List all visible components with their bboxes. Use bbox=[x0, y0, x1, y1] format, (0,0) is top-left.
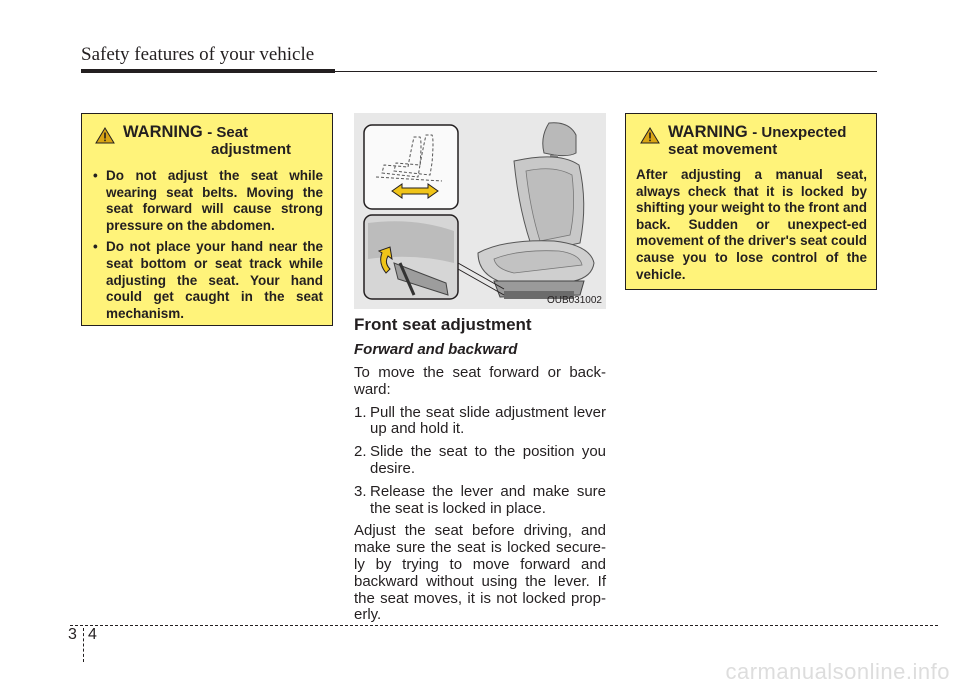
step-text: Slide the seat to the position you desire. bbox=[370, 443, 606, 477]
warning-heading bbox=[636, 124, 867, 158]
steps-list bbox=[354, 405, 606, 518]
step-number: 3. bbox=[354, 482, 367, 500]
watermark: carmanualsonline.info bbox=[725, 659, 950, 684]
step-number: 2. bbox=[354, 443, 367, 461]
warning-subtitle-1: - Seat bbox=[207, 124, 249, 141]
seat-adjustment-figure bbox=[354, 113, 606, 309]
footer-rule bbox=[70, 625, 938, 626]
front-seat-section bbox=[354, 315, 606, 624]
chapter-number: 3 bbox=[68, 626, 77, 643]
section-subtitle: Forward and backward bbox=[354, 341, 518, 358]
section-closing: Adjust the seat before driving, and make sure the seat is locked secure-ly by trying to move forward and backward without using the lever. If the seat moves, it is not locked prop-erly. bbox=[354, 522, 606, 624]
page-number: 4 bbox=[88, 626, 97, 643]
step-text: Release the lever and make sure the seat is locked in place. bbox=[370, 482, 606, 517]
seat-slide-inset bbox=[364, 125, 458, 209]
step-item bbox=[354, 484, 606, 518]
warning-subtitle-2: adjustment bbox=[211, 141, 292, 158]
step-item bbox=[354, 405, 606, 439]
header-rule-thin bbox=[335, 71, 877, 72]
warning-box-unexpected-movement bbox=[625, 113, 877, 290]
step-item bbox=[354, 444, 606, 478]
figure-code: OUB031002 bbox=[546, 295, 602, 306]
warning-label: WARNING bbox=[668, 123, 748, 141]
warning-bullet: • Do not adjust the seat while wearing seat belts. Moving the seat forward will cause strong pressure on the abdomen. bbox=[91, 168, 323, 234]
page-header-title: Safety features of your vehicle bbox=[81, 44, 315, 65]
warning-label: WARNING bbox=[123, 123, 203, 141]
lever-inset bbox=[364, 215, 458, 299]
warning-bullets bbox=[91, 168, 323, 322]
warning-heading bbox=[91, 124, 323, 158]
section-title: Front seat adjustment bbox=[354, 315, 532, 334]
warning-subtitle-2: seat movement bbox=[668, 141, 778, 158]
warning-bullet: • Do not place your hand near the seat bottom or seat track while adjusting the seat. Your hand could get caught in the seat mechanism. bbox=[91, 239, 323, 322]
warning-triangle-icon bbox=[95, 127, 115, 144]
warning-box-seat-adjustment bbox=[81, 113, 333, 326]
header-rule bbox=[81, 69, 335, 73]
seat-icon bbox=[478, 123, 594, 299]
step-number: 1. bbox=[354, 403, 367, 421]
warning-subtitle-1: - Unexpected bbox=[752, 124, 847, 141]
footer-divider bbox=[83, 628, 84, 662]
step-text: Pull the seat slide adjustment lever up and hold it. bbox=[370, 403, 606, 438]
warning-triangle-icon bbox=[640, 127, 660, 144]
warning-body: After adjusting a manual seat, always check that it is locked by shifting your weight to the front and back. Sudden or unexpect-ed movement of the driver's seat could cause you to lose control of the vehicle. bbox=[636, 167, 867, 282]
seat-illustration bbox=[354, 113, 606, 309]
section-intro: To move the seat forward or back-ward: bbox=[354, 364, 606, 398]
